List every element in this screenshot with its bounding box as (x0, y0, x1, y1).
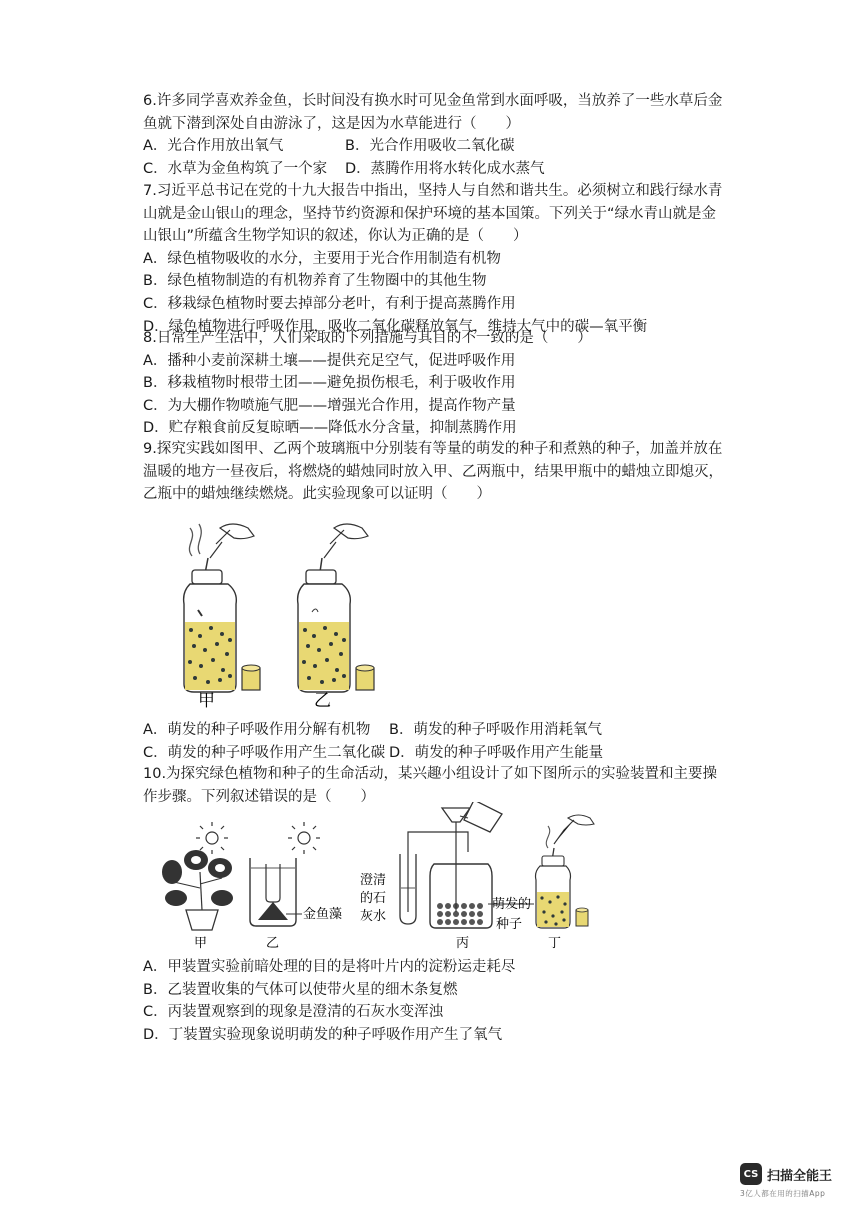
option-b: B．绿色植物制造的有机物养育了生物圈中的其他生物 (143, 273, 487, 290)
question-8 (143, 327, 763, 440)
experiment-setup-figure (150, 802, 610, 952)
option-c: C．水草为金鱼构筑了一个家 (143, 160, 328, 177)
setup-label-ding: 丁 (548, 936, 562, 951)
question-text-line: 9.探究实践如图甲、乙两个玻璃瓶中分别装有等量的萌发的种子和煮熟的种子，加盖并放在 (143, 441, 723, 457)
label-seeds: 萌发的 (492, 897, 532, 912)
question-text-line: 6.许多同学喜欢养金鱼，长时间没有换水时可见金鱼常到水面呼吸，当放养了一些水草后金 (143, 93, 723, 109)
question-text-line: 10.为探究绿色植物和种子的生命活动，某兴趣小组设计了如下图所示的实验装置和主要操 (143, 766, 718, 782)
label-jinyuzao: 金鱼藻 (303, 907, 343, 922)
question-9-options (143, 719, 763, 764)
option-c: C．移栽绿色植物时要去掉部分老叶，有利于提高蒸腾作用 (143, 295, 516, 312)
option-a: A．光合作用放出氧气 (143, 138, 284, 155)
question-9 (143, 438, 763, 506)
jar-yi (298, 524, 374, 692)
option-b: B．光合作用吸收二氧化碳 (345, 138, 515, 155)
option-d: D．丁装置实验现象说明萌发的种子呼吸作用产生了氧气 (143, 1026, 503, 1043)
label-limewater: 澄清 (360, 873, 387, 888)
question-text-line: 山就是金山银山的理念，坚持节约资源和保护环境的基本国策。下列关于“绿水青山就是金 (143, 205, 717, 222)
option-c: C．为大棚作物喷施气肥——增强光合作用，提高作物产量 (143, 397, 516, 414)
option-a: A．萌发的种子呼吸作用分解有机物 (143, 722, 371, 738)
question-text-line: 鱼就下潜到深处自由游泳了，这是因为水草能进行（ ） (143, 115, 520, 132)
candle-jar-ding (536, 815, 595, 928)
option-c: C．萌发的种子呼吸作用产生二氧化碳 (143, 744, 386, 761)
sun-icon (196, 822, 228, 854)
jar-jia (184, 524, 260, 692)
question-7 (143, 180, 763, 338)
option-c: C．丙装置观察到的现象是澄清的石灰水变浑浊 (143, 1004, 444, 1021)
figure-label-yi: 乙 (314, 691, 331, 711)
experiment-illustration (150, 802, 610, 952)
option-b: B．乙装置收集的气体可以使带火星的细木条复燃 (143, 981, 458, 998)
figure-label-jia: 甲 (198, 691, 215, 711)
option-a: A．播种小麦前深耕土壤——提供充足空气，促进呼吸作用 (143, 352, 516, 369)
scanner-watermark (740, 1163, 850, 1199)
beaker-with-pondweed (250, 858, 302, 926)
option-d: D．蒸腾作用将水转化成水蒸气 (345, 160, 545, 177)
label-limewater: 的石 (360, 891, 387, 906)
question-text-line: 作步骤。下列叙述错误的是（ ） (143, 788, 375, 805)
option-d: D．萌发的种子呼吸作用产生能量 (389, 744, 604, 761)
question-text-line: 7.习近平总书记在党的十九大报告中指出，坚持人与自然和谐共生。必须树立和践行绿水青 (143, 183, 723, 199)
question-text-line: 温暖的地方一昼夜后，将燃烧的蜡烛同时放入甲、乙两瓶中，结果甲瓶中的蜡烛立即熄灭， (143, 463, 723, 480)
potted-plant (162, 850, 233, 930)
setup-label-bing: 丙 (456, 936, 470, 951)
setup-label-jia: 甲 (194, 936, 208, 951)
question-10-options (143, 956, 763, 1046)
option-d: D．贮存粮食前反复晾晒——降低水分含量，抑制蒸腾作用 (143, 420, 517, 437)
option-a: A．甲装置实验前暗处理的目的是将叶片内的淀粉运走耗尽 (143, 959, 516, 975)
watermark-app-name: 扫描全能王 (767, 1168, 833, 1184)
watermark-tagline: 3亿人都在用的扫描App (740, 1189, 826, 1198)
question-text-line: 8.日常生产生活中，人们采取的下列措施与其目的不一致的是（ ） (143, 330, 592, 346)
question-text-line: 乙瓶中的蜡烛继续燃烧。此实验现象可以证明（ ） (143, 486, 491, 503)
option-d: D．绿色植物进行呼吸作用，吸收二氧化碳释放氧气，维持大气中的碳—氧平衡 (143, 318, 648, 335)
label-limewater: 灰水 (360, 909, 387, 924)
option-b: B．萌发的种子呼吸作用消耗氧气 (389, 722, 602, 738)
option-b: B．移栽植物时根带土团——避免损伤根毛，利于吸收作用 (143, 375, 516, 392)
candle-jar-figure (170, 518, 400, 713)
candle-jar-illustration (170, 518, 400, 713)
sun-icon (288, 822, 320, 854)
label-seeds: 种子 (496, 917, 523, 932)
setup-label-yi: 乙 (266, 936, 280, 951)
question-6 (143, 90, 763, 180)
question-text-line: 山银山”所蕴含生物学知识的叙述，你认为正确的是（ ） (143, 228, 528, 245)
camscanner-logo-icon: CS (740, 1163, 762, 1185)
option-a: A．绿色植物吸收的水分，主要用于光合作用制造有机物 (143, 250, 501, 267)
